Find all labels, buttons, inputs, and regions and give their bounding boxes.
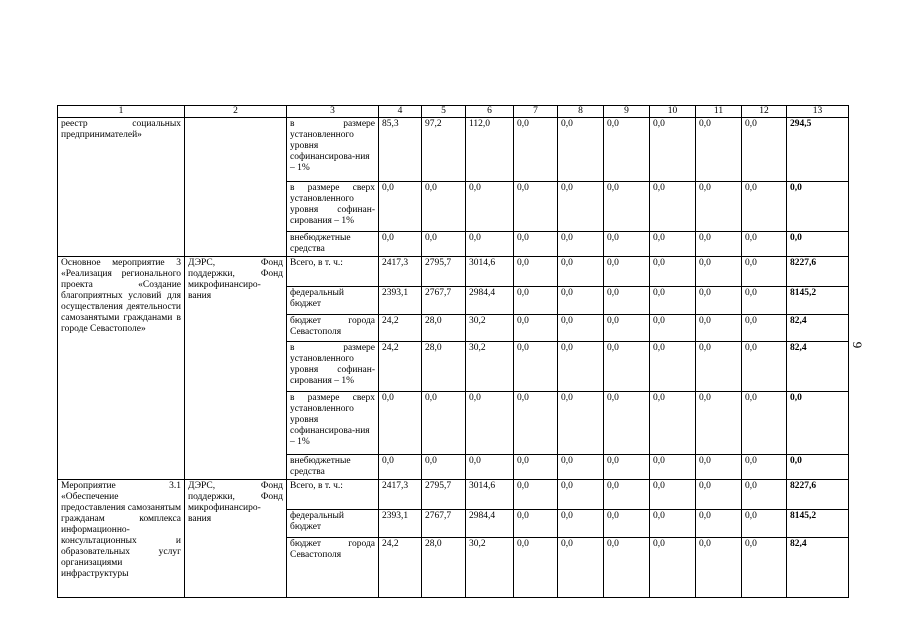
year-value: 0,0 <box>696 455 742 480</box>
year-value: 0,0 <box>696 342 742 392</box>
year-value: 0,0 <box>379 392 422 455</box>
year-value: 2795,7 <box>422 257 466 287</box>
year-value: 0,0 <box>558 118 604 182</box>
responsible-executor: ДЭРС, Фонд поддержки, Фонд микрофинансиро-вания <box>185 480 287 598</box>
year-value: 0,0 <box>514 315 558 342</box>
year-value: 0,0 <box>650 342 696 392</box>
year-value: 0,0 <box>742 538 787 598</box>
funding-source: в размере сверх установленного уровня софинан-сирования – 1% <box>287 182 379 232</box>
year-value: 0,0 <box>558 232 604 257</box>
year-value: 0,0 <box>558 342 604 392</box>
column-header: 7 <box>514 106 558 118</box>
year-value: 0,0 <box>742 510 787 538</box>
funding-source: внебюджетные средства <box>287 455 379 480</box>
year-value: 0,0 <box>514 510 558 538</box>
year-value: 0,0 <box>650 118 696 182</box>
year-value: 0,0 <box>742 480 787 510</box>
year-value: 2393,1 <box>379 510 422 538</box>
year-value: 0,0 <box>650 392 696 455</box>
year-value: 0,0 <box>696 182 742 232</box>
year-value: 0,0 <box>696 480 742 510</box>
column-header: 11 <box>696 106 742 118</box>
year-value: 0,0 <box>742 315 787 342</box>
year-value: 0,0 <box>742 118 787 182</box>
year-value: 0,0 <box>604 257 650 287</box>
year-value: 0,0 <box>558 538 604 598</box>
year-value: 0,0 <box>742 257 787 287</box>
year-value: 0,0 <box>422 182 466 232</box>
total-value: 0,0 <box>787 232 849 257</box>
year-value: 0,0 <box>514 287 558 315</box>
activity-description: реестр социальных предпринимателей» <box>58 118 185 257</box>
total-value: 8145,2 <box>787 510 849 538</box>
year-value: 0,0 <box>650 510 696 538</box>
funding-source: в размере установленного уровня софинансирова-ния – 1% <box>287 118 379 182</box>
year-value: 0,0 <box>604 392 650 455</box>
year-value: 3014,6 <box>466 480 514 510</box>
column-header: 13 <box>787 106 849 118</box>
year-value: 0,0 <box>422 455 466 480</box>
year-value: 0,0 <box>558 392 604 455</box>
funding-source: федеральный бюджет <box>287 510 379 538</box>
year-value: 0,0 <box>379 182 422 232</box>
year-value: 0,0 <box>422 392 466 455</box>
year-value: 0,0 <box>650 455 696 480</box>
year-value: 0,0 <box>466 392 514 455</box>
funding-source: внебюджетные средства <box>287 232 379 257</box>
column-header: 5 <box>422 106 466 118</box>
year-value: 0,0 <box>604 510 650 538</box>
year-value: 85,3 <box>379 118 422 182</box>
year-value: 0,0 <box>604 118 650 182</box>
year-value: 28,0 <box>422 538 466 598</box>
year-value: 0,0 <box>379 232 422 257</box>
year-value: 0,0 <box>742 455 787 480</box>
year-value: 2795,7 <box>422 480 466 510</box>
year-value: 0,0 <box>742 392 787 455</box>
year-value: 0,0 <box>742 232 787 257</box>
year-value: 2984,4 <box>466 287 514 315</box>
year-value: 0,0 <box>466 455 514 480</box>
column-header: 1 <box>58 106 185 118</box>
year-value: 28,0 <box>422 315 466 342</box>
year-value: 0,0 <box>558 510 604 538</box>
column-header: 10 <box>650 106 696 118</box>
year-value: 0,0 <box>696 118 742 182</box>
total-value: 82,4 <box>787 315 849 342</box>
year-value: 2767,7 <box>422 510 466 538</box>
year-value: 2417,3 <box>379 257 422 287</box>
year-value: 0,0 <box>604 480 650 510</box>
year-value: 0,0 <box>514 118 558 182</box>
total-value: 8227,6 <box>787 480 849 510</box>
year-value: 97,2 <box>422 118 466 182</box>
column-header: 6 <box>466 106 514 118</box>
year-value: 28,0 <box>422 342 466 392</box>
year-value: 0,0 <box>466 182 514 232</box>
year-value: 0,0 <box>379 455 422 480</box>
year-value: 0,0 <box>650 287 696 315</box>
year-value: 0,0 <box>696 538 742 598</box>
total-value: 8145,2 <box>787 287 849 315</box>
year-value: 0,0 <box>650 182 696 232</box>
year-value: 0,0 <box>558 455 604 480</box>
year-value: 30,2 <box>466 538 514 598</box>
year-value: 30,2 <box>466 342 514 392</box>
column-header: 2 <box>185 106 287 118</box>
column-header: 3 <box>287 106 379 118</box>
year-value: 0,0 <box>514 232 558 257</box>
year-value: 0,0 <box>696 232 742 257</box>
funding-source: бюджет города Севастополя <box>287 538 379 598</box>
activity-description: Основное мероприятие 3 «Реализация регионального проекта «Создание благоприятных условий для осуществления деятельности самозанятыми гражданами в городе Севастополе» <box>58 257 185 480</box>
funding-source: федеральный бюджет <box>287 287 379 315</box>
year-value: 2393,1 <box>379 287 422 315</box>
column-header: 8 <box>558 106 604 118</box>
year-value: 0,0 <box>514 392 558 455</box>
total-value: 82,4 <box>787 342 849 392</box>
year-value: 2767,7 <box>422 287 466 315</box>
year-value: 0,0 <box>514 257 558 287</box>
year-value: 0,0 <box>558 182 604 232</box>
year-value: 0,0 <box>422 232 466 257</box>
year-value: 0,0 <box>604 342 650 392</box>
year-value: 2417,3 <box>379 480 422 510</box>
year-value: 0,0 <box>696 315 742 342</box>
year-value: 0,0 <box>696 510 742 538</box>
total-value: 8227,6 <box>787 257 849 287</box>
year-value: 0,0 <box>514 538 558 598</box>
year-value: 0,0 <box>514 342 558 392</box>
year-value: 0,0 <box>558 315 604 342</box>
table-row <box>58 480 849 510</box>
total-value: 0,0 <box>787 182 849 232</box>
total-value: 0,0 <box>787 455 849 480</box>
funding-source: в размере сверх установленного уровня софинансирова-ния – 1% <box>287 392 379 455</box>
year-value: 24,2 <box>379 315 422 342</box>
year-value: 30,2 <box>466 315 514 342</box>
year-value: 0,0 <box>514 455 558 480</box>
year-value: 24,2 <box>379 538 422 598</box>
year-value: 3014,6 <box>466 257 514 287</box>
column-header: 9 <box>604 106 650 118</box>
year-value: 0,0 <box>604 315 650 342</box>
year-value: 0,0 <box>604 455 650 480</box>
year-value: 0,0 <box>696 257 742 287</box>
year-value: 0,0 <box>650 480 696 510</box>
funding-source: бюджет города Севастополя <box>287 315 379 342</box>
total-value: 294,5 <box>787 118 849 182</box>
activity-description: Мероприятие 3.1 «Обеспечение предоставления самозанятым гражданам комплекса информационно-консультационных и образовательных услуг организациями инфраструктуры <box>58 480 185 598</box>
total-value: 0,0 <box>787 392 849 455</box>
year-value: 0,0 <box>650 232 696 257</box>
year-value: 0,0 <box>742 182 787 232</box>
column-header: 4 <box>379 106 422 118</box>
year-value: 0,0 <box>604 232 650 257</box>
funding-source: Всего, в т. ч.: <box>287 257 379 287</box>
year-value: 2984,4 <box>466 510 514 538</box>
year-value: 0,0 <box>604 182 650 232</box>
year-value: 112,0 <box>466 118 514 182</box>
year-value: 0,0 <box>650 315 696 342</box>
year-value: 0,0 <box>558 257 604 287</box>
header-row <box>58 106 849 118</box>
column-header: 12 <box>742 106 787 118</box>
responsible-executor <box>185 118 287 257</box>
year-value: 0,0 <box>742 342 787 392</box>
total-value: 82,4 <box>787 538 849 598</box>
year-value: 0,0 <box>466 232 514 257</box>
responsible-executor: ДЭРС, Фонд поддержки, Фонд микрофинансиро-вания <box>185 257 287 480</box>
funding-source: в размере установленного уровня софинан-сирования – 1% <box>287 342 379 392</box>
funding-table <box>57 105 849 598</box>
funding-source: Всего, в т. ч.: <box>287 480 379 510</box>
year-value: 24,2 <box>379 342 422 392</box>
year-value: 0,0 <box>696 392 742 455</box>
year-value: 0,0 <box>558 480 604 510</box>
table-row <box>58 257 849 287</box>
year-value: 0,0 <box>514 182 558 232</box>
year-value: 0,0 <box>604 287 650 315</box>
year-value: 0,0 <box>650 538 696 598</box>
year-value: 0,0 <box>604 538 650 598</box>
year-value: 0,0 <box>558 287 604 315</box>
year-value: 0,0 <box>514 480 558 510</box>
table-row <box>58 118 849 182</box>
year-value: 0,0 <box>696 287 742 315</box>
year-value: 0,0 <box>742 287 787 315</box>
year-value: 0,0 <box>650 257 696 287</box>
page-number: 9 <box>850 341 865 349</box>
